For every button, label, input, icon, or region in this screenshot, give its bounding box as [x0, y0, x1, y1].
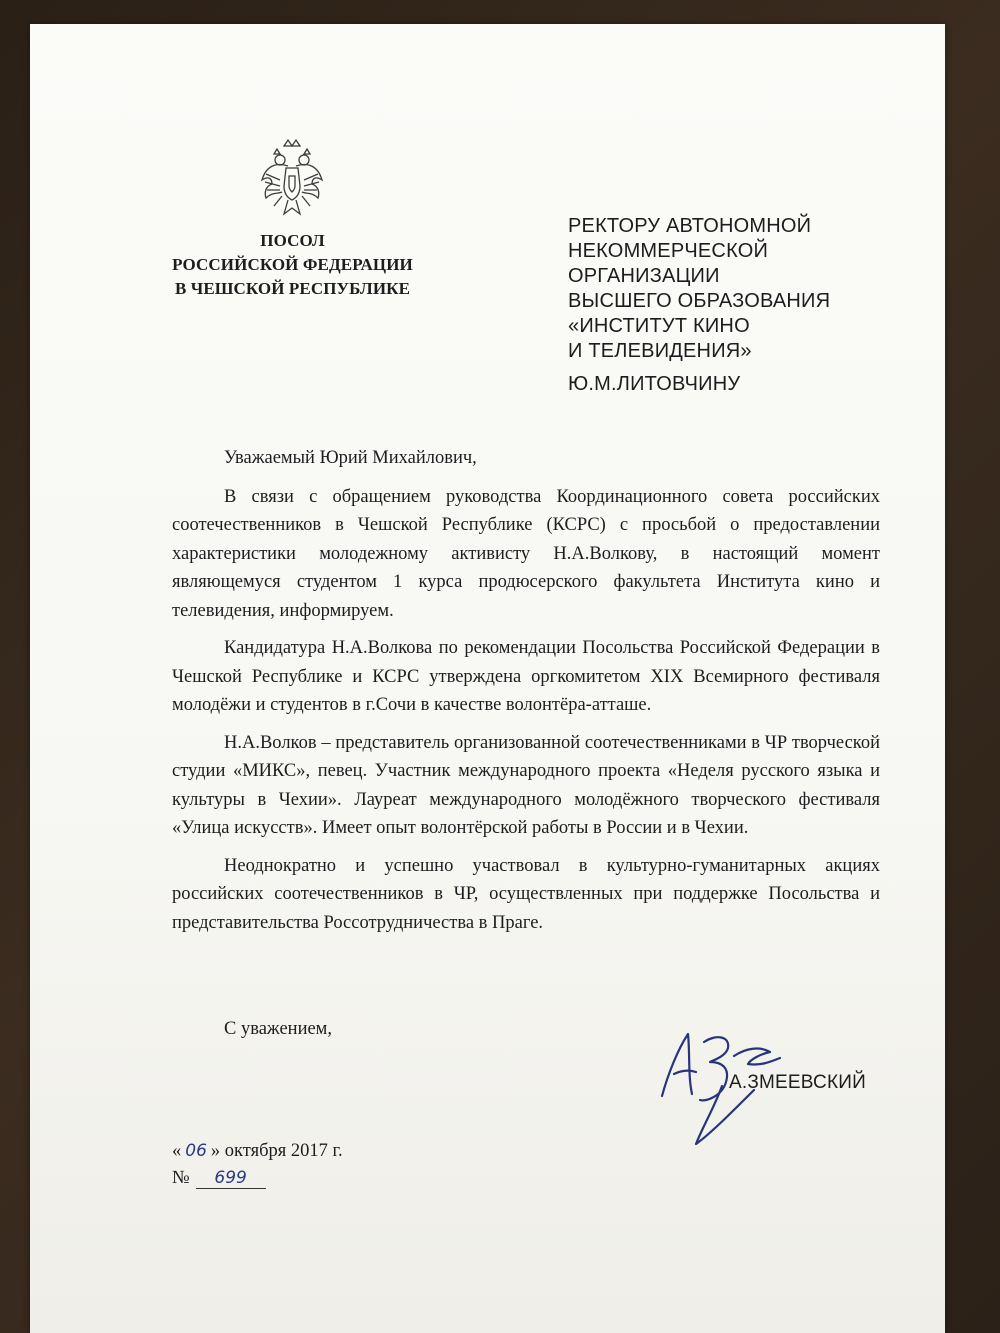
closing: С уважением,: [224, 1019, 333, 1039]
letter-sheet: [30, 24, 945, 1333]
greeting: Уважаемый Юрий Михайлович,: [224, 448, 477, 468]
date-day: 06: [185, 1141, 207, 1161]
paragraph: В связи с обращением руководства Координационного совета российских соотечественников в Чешской Республике (КСРС) с просьбой о предоставлении характеристики молодежному активисту Н.А.Волкову, в настоящий момент являющемуся студентом 1 курса продюсерского факультета Института кино и телевидения, информируем.: [172, 486, 880, 621]
number-label: №: [172, 1168, 190, 1188]
sender-line: РОССИЙСКОЙ ФЕДЕРАЦИИ: [172, 255, 413, 274]
paragraph: Н.А.Волков – представитель организованной соотечественниками в ЧР творческой студии «МИКС», певец. Участник международного проекта «Неделя русского языка и культуры в Чехии». Лауреат международного молодёжного творческого фестиваля «Улица искусств». Имеет опыт волонтёрской работы в России и в Чехии.: [172, 732, 880, 838]
registration-number: [172, 1168, 266, 1189]
number-value: 699: [196, 1168, 266, 1189]
addressee-line: «ИНСТИТУТ КИНО: [568, 315, 750, 337]
addressee-block: [568, 214, 908, 397]
addressee-line: РЕКТОРУ АВТОНОМНОЙ: [568, 215, 812, 237]
addressee-line: ВЫСШЕГО ОБРАЗОВАНИЯ: [568, 290, 831, 312]
date-rest: » октября 2017 г.: [210, 1141, 343, 1161]
sender-line: В ЧЕШСКОЙ РЕСПУБЛИКЕ: [174, 279, 411, 298]
addressee-line: И ТЕЛЕВИДЕНИЯ»: [568, 340, 752, 362]
date-open-quote: «: [172, 1141, 182, 1161]
letter-body: [172, 444, 880, 946]
addressee-name: Ю.М.ЛИТОВЧИНУ: [568, 373, 741, 395]
paragraph: Неоднократно и успешно участвовал в культурно-гуманитарных акциях российских соотечественников в ЧР, осуществленных при поддержке Посольства и представительства Россотрудничества в Праге.: [172, 855, 880, 933]
addressee-line: ОРГАНИЗАЦИИ: [568, 265, 720, 287]
date-line: [172, 1141, 343, 1162]
sender-line: ПОСОЛ: [260, 231, 325, 250]
russian-coat-of-arms-icon: [258, 136, 326, 224]
paragraph: Кандидатура Н.А.Волкова по рекомендации Посольства Российской Федерации в Чешской Республике и КСРС утверждена оргкомитетом XIX Всемирного фестиваля молодёжи и студентов в г.Сочи в качестве волонтёра-атташе.: [172, 638, 880, 715]
signer-name: А.ЗМЕЕВСКИЙ: [729, 1072, 866, 1093]
sender-block: [160, 229, 425, 301]
addressee-line: НЕКОММЕРЧЕСКОЙ: [568, 240, 769, 262]
